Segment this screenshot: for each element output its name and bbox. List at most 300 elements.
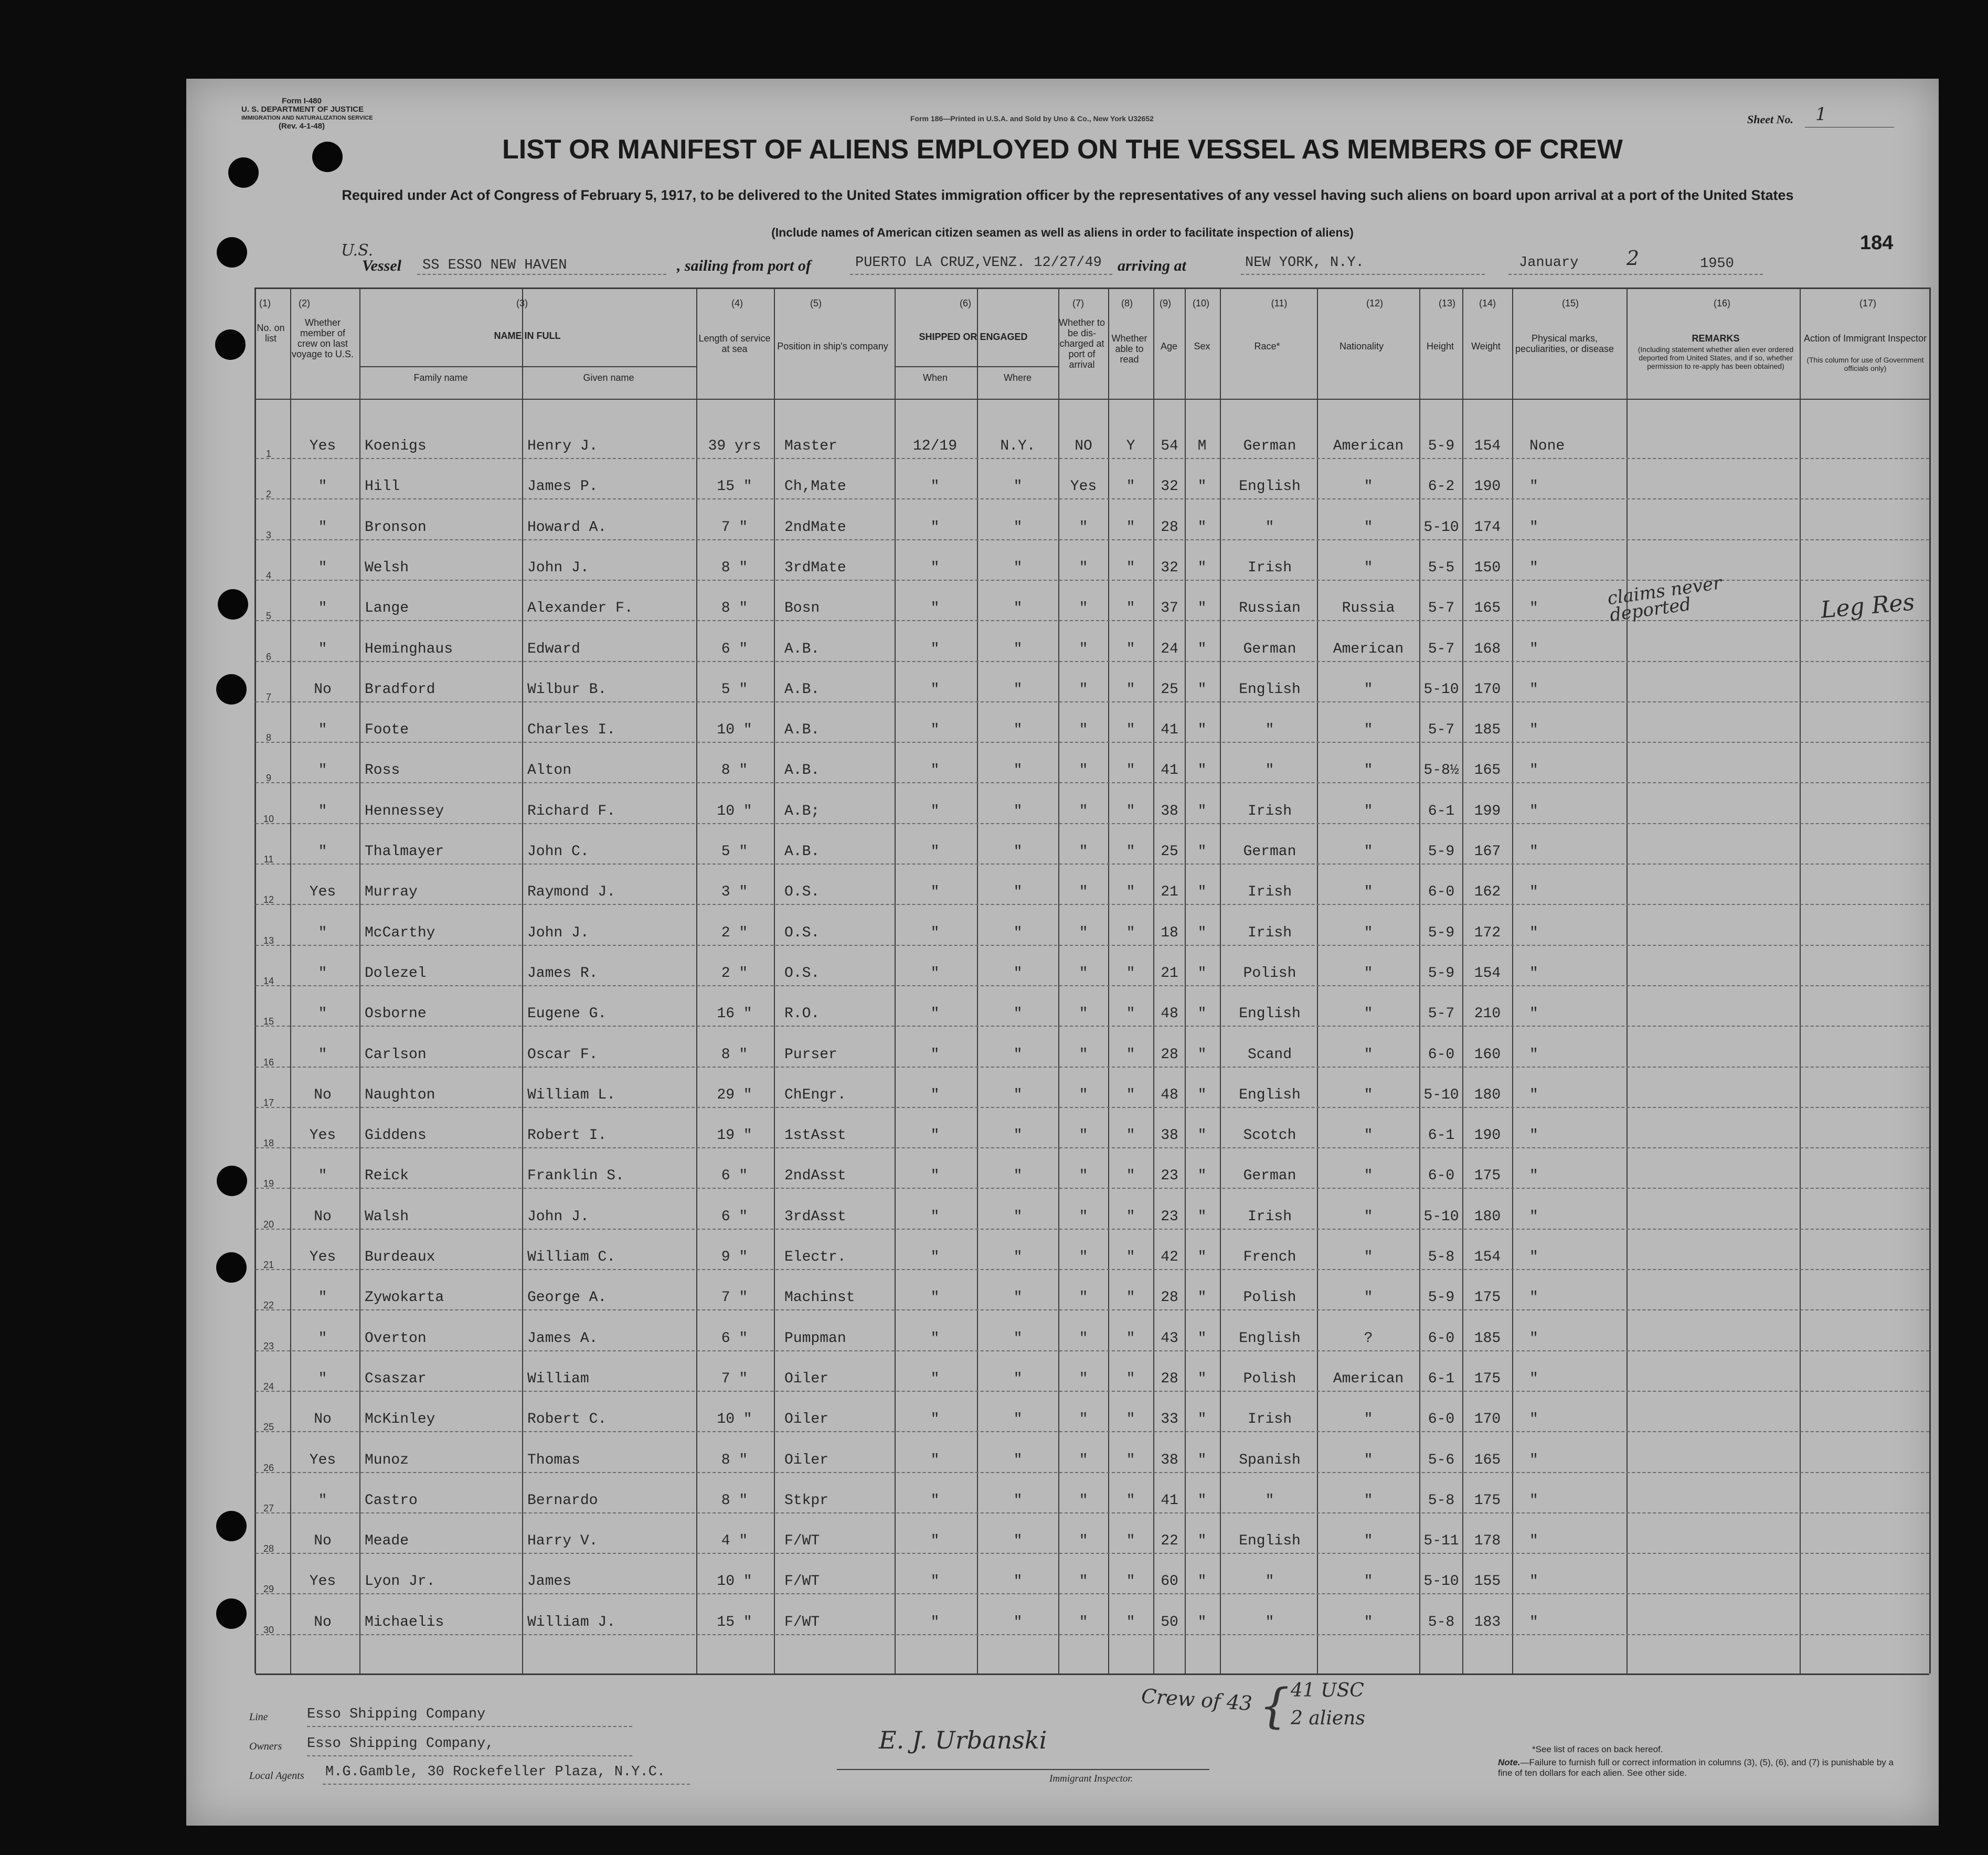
cell-disch: " [1079,1006,1088,1022]
cell-family: McKinley [365,1411,435,1428]
cell-when: " [930,722,940,739]
cell-last: " [318,762,327,779]
cell-sex: M [1197,438,1207,454]
cell-family: Carlson [365,1046,427,1063]
row-number: 26 [263,1462,274,1473]
cell-family: Bradford [365,681,435,698]
cell-given: James [527,1573,572,1590]
table-column-rule [1626,287,1628,1673]
col-num-16: (16) [1713,298,1730,308]
cell-nat: " [1364,884,1373,901]
cell-nat: Russia [1342,600,1395,617]
table-row-rule [256,1026,1929,1027]
cell-race: French [1243,1249,1296,1265]
cell-when: " [930,1411,940,1428]
cell-height: 5-7 [1428,1006,1455,1022]
arrival-year: 1950 [1700,256,1734,272]
cell-disch: " [1079,1370,1088,1387]
cell-when: " [930,1127,940,1144]
row-number: 14 [263,975,274,986]
punch-hole [216,1598,247,1629]
cell-weight: 190 [1474,478,1501,495]
sheet-number: 1 [1815,104,1827,125]
cell-height: 5-8 [1428,1614,1455,1630]
cell-disch: " [1079,559,1088,576]
cell-where: " [1013,600,1023,617]
cell-read: " [1126,924,1135,941]
cell-race: Irish [1247,1411,1292,1428]
cell-read: " [1126,641,1135,657]
cell-given: James R. [527,965,598,982]
table-row-rule [256,1309,1929,1310]
cell-race: German [1243,844,1296,860]
cell-disch: " [1079,722,1088,739]
cell-marks: " [1529,600,1538,617]
cell-family: Dolezel [365,965,427,982]
cell-given: Charles I. [527,722,616,739]
cell-given: William [527,1370,589,1387]
cell-age: 32 [1161,478,1178,495]
cell-position: 3rdMate [784,559,846,576]
cell-race: Polish [1243,965,1296,982]
remark-claims-never-deported: claims never deported [1606,572,1723,626]
cell-position: Oiler [784,1370,829,1387]
cell-when: " [930,884,940,901]
table-row-rule [256,539,1929,540]
arrival-day: 2 [1626,247,1640,270]
cell-last: Yes [309,1452,336,1468]
cell-read: " [1126,1168,1135,1185]
cell-service: 10 " [717,722,752,739]
header-remarks: REMARKS [1692,333,1740,344]
cell-race: Irish [1247,1208,1292,1225]
cell-marks: " [1529,1614,1538,1630]
cell-position: Bosn [784,600,820,617]
cell-height: 6-0 [1428,1168,1455,1185]
cell-when: " [930,600,940,617]
cell-sex: " [1197,641,1207,657]
cell-sex: " [1197,478,1207,495]
department-name: U. S. DEPARTMENT OF JUSTICE [241,105,364,114]
cell-nat: American [1333,641,1404,657]
table-column-rule [1512,287,1513,1673]
subtitle: Required under Act of Congress of February 5, 1917, to be delivered to the United States immigration officer by the representatives of any vessel having such aliens on board upon arrival at a port of the United States [342,187,1794,203]
cell-nat: " [1364,1492,1373,1509]
cell-race: English [1239,1533,1301,1550]
cell-marks: " [1529,1452,1538,1468]
cell-read: " [1126,1006,1135,1022]
cell-weight: 175 [1474,1370,1501,1387]
cell-position: 2ndMate [784,519,846,536]
cell-given: Henry J. [527,438,598,454]
owners-name: Esso Shipping Company, [307,1736,494,1752]
cell-service: 8 " [721,559,748,576]
cell-nat: " [1364,681,1373,698]
cell-where: " [1013,1573,1023,1590]
departure-port: PUERTO LA CRUZ,VENZ. 12/27/49 [855,255,1102,271]
cell-height: 6-0 [1428,1046,1455,1063]
cell-race: English [1239,1330,1301,1347]
cell-nat: " [1364,1614,1373,1630]
cell-race: Irish [1247,559,1292,576]
cell-given: Alton [527,762,572,779]
cell-where: " [1013,1452,1023,1468]
cell-last: No [314,1086,332,1103]
cell-disch: " [1079,1208,1088,1225]
cell-disch: " [1079,1411,1088,1428]
cell-weight: 154 [1474,1249,1501,1265]
punch-hole [217,237,247,268]
cell-last: Yes [309,438,336,454]
cell-given: William J. [527,1614,616,1630]
cell-age: 54 [1161,438,1178,454]
cell-family: Munoz [365,1452,409,1468]
cell-service: 7 " [721,519,748,536]
cell-family: Lyon Jr. [365,1573,435,1590]
cell-age: 48 [1161,1086,1178,1103]
table-column-rule [1462,287,1463,1673]
cell-when: " [930,1370,940,1387]
cell-age: 28 [1161,1289,1178,1306]
punch-hole [216,1511,247,1541]
header-last-voyage: Whether member of crew on last voyage to U.S. [291,317,354,359]
cell-race: " [1265,722,1274,739]
cell-read: " [1126,681,1135,698]
table-header-rule [895,366,1058,367]
cell-weight: 170 [1474,1411,1501,1428]
sheet-label: Sheet No. [1747,113,1793,126]
punch-hole [218,589,248,620]
cell-read: " [1126,1492,1135,1509]
cell-last: Yes [309,1573,336,1590]
vessel-prefix-handwritten: U.S. [341,241,374,260]
cell-when: " [930,924,940,941]
header-name-in-full: NAME IN FULL [494,331,561,341]
cell-height: 5-7 [1428,722,1455,739]
cell-when: " [930,1046,940,1063]
cell-weight: 185 [1474,1330,1501,1347]
row-number: 4 [265,570,271,581]
cell-marks: " [1529,1249,1538,1265]
cell-where: " [1013,1411,1023,1428]
cell-service: 10 " [717,1573,752,1590]
cell-last: " [318,1289,327,1306]
cell-family: Osborne [365,1006,427,1022]
header-where: Where [1003,372,1032,383]
cell-last: Yes [309,1249,336,1265]
cell-family: Michaelis [365,1614,444,1630]
port-underline [850,274,1112,275]
sailing-label: , sailing from port of [677,257,811,274]
table-header-rule [254,287,1929,289]
cell-family: Naughton [365,1086,435,1103]
cell-last: No [314,681,332,698]
vessel-name: SS ESSO NEW HAVEN [422,258,567,273]
cell-sex: " [1197,1006,1207,1022]
footer-rule [256,1673,1929,1675]
cell-weight: 167 [1474,844,1501,860]
cell-disch: " [1079,1127,1088,1144]
cell-position: Pumpman [784,1330,846,1347]
cell-height: 6-1 [1428,803,1455,819]
cell-position: Master [784,438,837,454]
cell-position: Purser [784,1046,837,1063]
cell-disch: " [1079,1249,1088,1265]
agents-underline [323,1784,690,1785]
cell-when: " [930,478,940,495]
cell-height: 5-10 [1423,1208,1459,1225]
table-row-rule [256,1107,1929,1108]
cell-race: " [1265,762,1274,779]
cell-nat: " [1364,1127,1373,1144]
cell-family: Burdeaux [365,1249,435,1265]
cell-where: " [1013,803,1023,819]
cell-nat: ? [1364,1330,1373,1347]
cell-age: 23 [1161,1168,1178,1185]
cell-where: " [1013,1006,1023,1022]
cell-nat: " [1364,478,1373,495]
table-column-rule [522,287,523,1673]
row-number: 13 [263,935,274,946]
cell-age: 21 [1161,965,1178,982]
cell-marks: " [1529,559,1538,576]
cell-marks: " [1529,1086,1538,1103]
cell-height: 5-5 [1428,559,1455,576]
cell-where: " [1013,1168,1023,1185]
cell-race: Irish [1247,884,1292,901]
cell-marks: " [1529,478,1538,495]
cell-race: Scotch [1243,1127,1296,1144]
cell-service: 8 " [721,1452,748,1468]
cell-when: " [930,1249,940,1265]
cell-marks: " [1529,884,1538,901]
cell-height: 5-10 [1423,519,1459,536]
cell-disch: " [1079,762,1088,779]
cell-family: McCarthy [365,924,435,941]
cell-read: " [1126,600,1135,617]
cell-weight: 175 [1474,1492,1501,1509]
cell-nat: American [1333,1370,1404,1387]
cell-where: " [1013,1208,1023,1225]
arrival-port: NEW YORK, N.Y. [1245,255,1364,271]
cell-race: " [1265,1492,1274,1509]
cell-sex: " [1197,965,1207,982]
cell-disch: " [1079,600,1088,617]
cell-where: " [1013,844,1023,860]
cell-nat: " [1364,722,1373,739]
row-number: 9 [265,773,271,784]
cell-where: " [1013,681,1023,698]
cell-marks: " [1529,1330,1538,1347]
inspector-label: Immigrant Inspector. [1049,1773,1133,1784]
cell-weight: 165 [1474,762,1501,779]
cell-last: " [318,1046,327,1063]
cell-service: 10 " [717,803,752,819]
cell-height: 5-8 [1428,1249,1455,1265]
cell-marks: " [1529,1573,1538,1590]
table-row-rule [256,742,1929,743]
cell-nat: " [1364,762,1373,779]
row-number: 3 [265,529,271,540]
printer-line: Form 186—Printed in U.S.A. and Sold by Uno & Co., New York U32652 [910,114,1154,123]
cell-position: A.B. [784,762,820,779]
row-number: 17 [263,1097,274,1108]
cell-height: 5-8½ [1423,762,1459,779]
cell-disch: " [1079,1289,1088,1306]
cell-when: " [930,641,940,657]
cell-read: " [1126,803,1135,819]
cell-age: 38 [1161,803,1178,819]
cell-sex: " [1197,1492,1207,1509]
cell-last: " [318,924,327,941]
cell-sex: " [1197,924,1207,941]
cell-read: " [1126,1046,1135,1063]
cell-weight: 160 [1474,1046,1501,1063]
line-label: Line [249,1711,268,1723]
cell-age: 43 [1161,1330,1178,1347]
cell-read: " [1126,559,1135,576]
cell-when: 12/19 [912,438,957,454]
cell-age: 22 [1161,1533,1178,1550]
table-column-rule [359,287,360,1673]
row-number: 21 [263,1260,274,1270]
cell-age: 28 [1161,519,1178,536]
cell-weight: 155 [1474,1573,1501,1590]
header-able-to-read: Whether able to read [1111,333,1147,365]
cell-family: Lange [365,600,409,617]
cell-last: Yes [309,884,336,901]
cell-when: " [930,559,940,576]
cell-where: " [1013,1614,1023,1630]
local-agents: M.G.Gamble, 30 Rockefeller Plaza, N.Y.C. [325,1764,666,1780]
row-number: 24 [263,1381,274,1392]
cell-sex: " [1197,762,1207,779]
row-number: 20 [263,1219,274,1230]
row-number: 30 [263,1624,274,1635]
table-row-rule [256,1391,1929,1392]
col-num-11: (11) [1271,298,1288,308]
cell-disch: " [1079,1330,1088,1347]
row-number: 1 [265,449,271,459]
subtitle-note: (Include names of American citizen seamen as well as aliens in order to facilitate inspection of aliens) [771,226,1354,239]
cell-race: " [1265,519,1274,536]
cell-when: " [930,803,940,819]
cell-height: 6-0 [1428,1330,1455,1347]
cell-service: 5 " [721,844,748,860]
cell-height: 5-10 [1423,1573,1459,1590]
cell-height: 6-0 [1428,1411,1455,1428]
cell-where: " [1013,519,1023,536]
cell-read: " [1126,1289,1135,1306]
table-row-rule [256,863,1929,865]
cell-weight: 180 [1474,1086,1501,1103]
cell-last: " [318,1370,327,1387]
row-number: 18 [263,1138,274,1149]
row-number: 19 [263,1178,274,1189]
cell-height: 5-10 [1423,681,1459,698]
cell-sex: " [1197,1330,1207,1347]
cell-nat: " [1364,1533,1373,1550]
service-name: IMMIGRATION AND NATURALIZATION SERVICE [241,115,373,121]
crew-count-note: Crew of 43 [1140,1684,1253,1715]
cell-service: 9 " [721,1249,748,1265]
cell-nat: " [1364,1452,1373,1468]
col-num-1: (1) [259,298,271,308]
cell-given: Robert I. [527,1127,607,1144]
owners-underline [307,1755,632,1756]
cell-weight: 154 [1474,438,1501,454]
cell-height: 5-9 [1428,438,1455,454]
cell-service: 8 " [721,762,748,779]
cell-age: 37 [1161,600,1178,617]
cell-weight: 178 [1474,1533,1501,1550]
cell-race: English [1239,1006,1301,1022]
cell-disch: " [1079,884,1088,901]
crew-usc-note: 41 USC [1291,1680,1364,1701]
cell-service: 6 " [721,641,748,657]
cell-nat: " [1364,803,1373,819]
cell-weight: 210 [1474,1006,1501,1022]
cell-when: " [930,1492,940,1509]
table-row-rule [256,1512,1929,1513]
shipping-line: Esso Shipping Company [307,1707,486,1722]
cell-height: 5-9 [1428,924,1455,941]
table-row-rule [256,1553,1929,1554]
cell-position: O.S. [784,924,820,941]
inspector-action-leg-res: Leg Res [1820,589,1916,624]
cell-read: " [1126,478,1135,495]
col-num-2: (2) [299,298,310,308]
table-column-rule [696,287,697,1673]
cell-service: 8 " [721,600,748,617]
cell-given: John J. [527,924,589,941]
cell-race: Russian [1239,600,1301,617]
header-given-name: Given name [583,372,634,383]
cell-service: 8 " [721,1492,748,1509]
cell-nat: " [1364,1086,1373,1103]
cell-disch: " [1079,641,1088,657]
cell-where: " [1013,924,1023,941]
cell-nat: American [1333,438,1404,454]
cell-given: Richard F. [527,803,616,819]
cell-read: " [1126,1208,1135,1225]
cell-position: Oiler [784,1411,829,1428]
cell-nat: " [1364,1573,1373,1590]
row-number: 11 [263,854,274,865]
cell-service: 29 " [717,1086,752,1103]
cell-when: " [930,1086,940,1103]
cell-disch: " [1079,924,1088,941]
header-remarks-note: (Including statement whether alien ever ordered deported from United States, and if so, whether permission to re-apply has been obtained) [1638,345,1794,370]
cell-given: William C. [527,1249,616,1265]
cell-last: No [314,1411,332,1428]
cell-given: Alexander F. [527,600,633,617]
cell-position: F/WT [784,1614,820,1630]
cell-last: No [314,1614,332,1630]
cell-sex: " [1197,1452,1207,1468]
cell-when: " [930,844,940,860]
cell-sex: " [1197,1370,1207,1387]
cell-height: 5-9 [1428,965,1455,982]
cell-read: " [1126,1249,1135,1265]
cell-position: Oiler [784,1452,829,1468]
header-no-on-list: No. on list [257,323,285,344]
cell-last: " [318,1330,327,1347]
table-column-rule [1800,287,1801,1673]
cell-when: " [930,1533,940,1550]
header-physical-marks: Physical marks, peculiarities, or disease [1515,333,1614,354]
table-row-rule [256,1472,1929,1473]
